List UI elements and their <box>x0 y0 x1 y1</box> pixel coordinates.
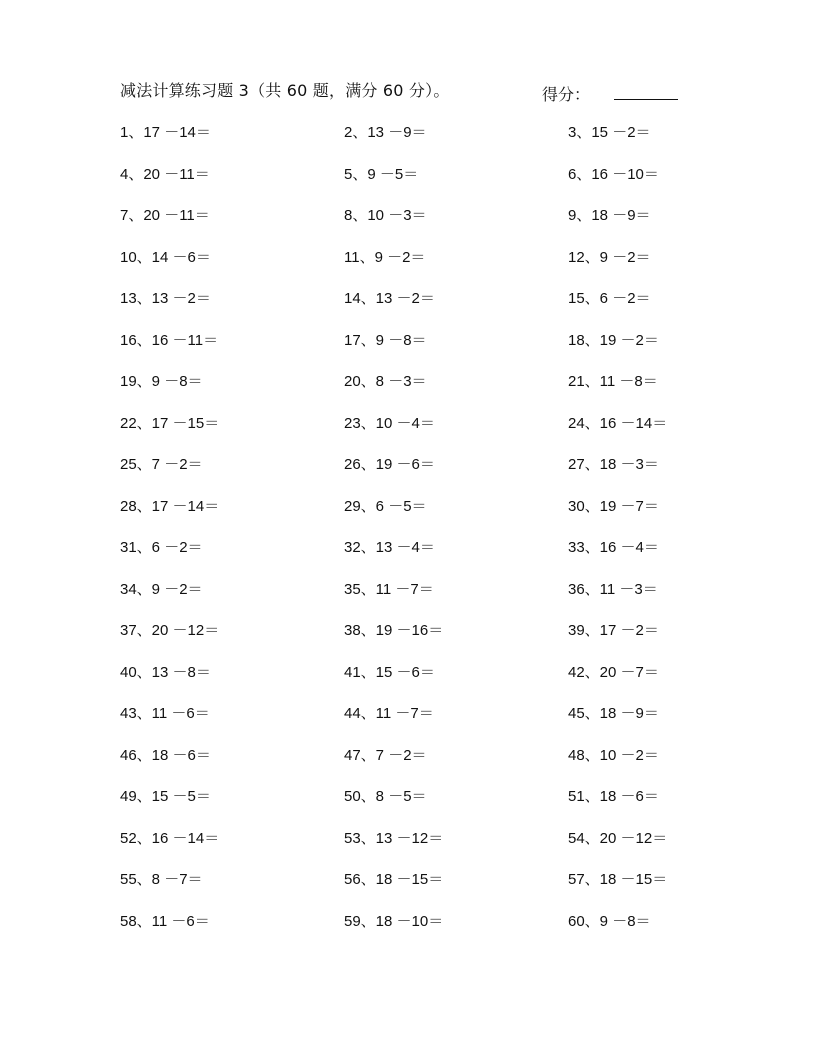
problem-item: 29、6 －5＝ <box>344 497 427 515</box>
problem-item: 10、14 －6＝ <box>120 248 211 266</box>
problem-item: 52、16 －14＝ <box>120 829 220 847</box>
problem-item: 3、15 －2＝ <box>568 124 651 141</box>
problem-item: 24、16 －14＝ <box>568 414 668 432</box>
problem-item: 22、17 －15＝ <box>120 414 220 432</box>
problem-item: 13、13 －2＝ <box>120 290 211 307</box>
problem-item: 37、20 －12＝ <box>120 622 220 639</box>
worksheet-title: 减法计算练习题 3（共 60 题，满分 60 分）。 <box>120 81 450 100</box>
problem-item: 57、18 －15＝ <box>568 871 668 888</box>
problem-item: 55、8 －7＝ <box>120 871 203 888</box>
problem-item: 44、11 －7＝ <box>344 705 434 722</box>
problem-item: 58、11 －6＝ <box>120 912 210 930</box>
score-field <box>542 82 678 105</box>
problem-item: 56、18 －15＝ <box>344 871 444 888</box>
problem-item: 19、9 －8＝ <box>120 373 203 390</box>
problem-item: 46、18 －6＝ <box>120 746 211 764</box>
problem-item: 26、19 －6＝ <box>344 456 435 473</box>
problem-item: 32、13 －4＝ <box>344 539 435 556</box>
score-blank-line[interactable] <box>614 83 678 100</box>
score-label: 得分： <box>542 85 591 104</box>
problem-item: 18、19 －2＝ <box>568 331 659 349</box>
problem-item: 27、18 －3＝ <box>568 456 659 473</box>
problem-item: 20、8 －3＝ <box>344 373 427 390</box>
problem-item: 31、6 －2＝ <box>120 539 203 556</box>
problem-item: 48、10 －2＝ <box>568 746 659 764</box>
problem-item: 43、11 －6＝ <box>120 705 210 722</box>
problem-item: 36、11 －3＝ <box>568 580 658 598</box>
problem-item: 50、8 －5＝ <box>344 788 427 805</box>
worksheet-header <box>120 76 720 104</box>
problem-item: 21、11 －8＝ <box>568 373 658 390</box>
problem-item: 28、17 －14＝ <box>120 497 220 515</box>
problem-item: 42、20 －7＝ <box>568 663 659 681</box>
problem-item: 49、15 －5＝ <box>120 788 211 805</box>
problem-item: 23、10 －4＝ <box>344 414 435 432</box>
problem-item: 14、13 －2＝ <box>344 290 435 307</box>
problem-item: 34、9 －2＝ <box>120 580 203 598</box>
problem-item: 47、7 －2＝ <box>344 746 427 764</box>
problem-item: 59、18 －10＝ <box>344 912 444 930</box>
problem-item: 5、9 －5＝ <box>344 165 419 183</box>
problem-item: 12、9 －2＝ <box>568 248 651 266</box>
problem-item: 9、18 －9＝ <box>568 207 651 224</box>
problem-item: 45、18 －9＝ <box>568 705 659 722</box>
problem-item: 38、19 －16＝ <box>344 622 444 639</box>
problem-item: 11、9 －2＝ <box>344 248 426 266</box>
problem-item: 8、10 －3＝ <box>344 207 427 224</box>
problem-item: 25、7 －2＝ <box>120 456 203 473</box>
problem-item: 7、20 －11＝ <box>120 207 210 224</box>
problem-item: 1、17 －14＝ <box>120 124 211 141</box>
problem-item: 4、20 －11＝ <box>120 165 210 183</box>
problem-item: 35、11 －7＝ <box>344 580 434 598</box>
problem-item: 60、9 －8＝ <box>568 912 651 930</box>
problem-item: 40、13 －8＝ <box>120 663 211 681</box>
problem-grid <box>120 122 720 952</box>
problem-item: 41、15 －6＝ <box>344 663 435 681</box>
problem-item: 30、19 －7＝ <box>568 497 659 515</box>
problem-item: 51、18 －6＝ <box>568 788 659 805</box>
problem-item: 2、13 －9＝ <box>344 124 427 141</box>
problem-item: 16、16 －11＝ <box>120 331 219 349</box>
problem-item: 39、17 －2＝ <box>568 622 659 639</box>
problem-item: 6、16 －10＝ <box>568 165 659 183</box>
problem-item: 15、6 －2＝ <box>568 290 651 307</box>
problem-item: 33、16 －4＝ <box>568 539 659 556</box>
problem-item: 54、20 －12＝ <box>568 829 668 847</box>
problem-item: 53、13 －12＝ <box>344 829 444 847</box>
problem-item: 17、9 －8＝ <box>344 331 427 349</box>
